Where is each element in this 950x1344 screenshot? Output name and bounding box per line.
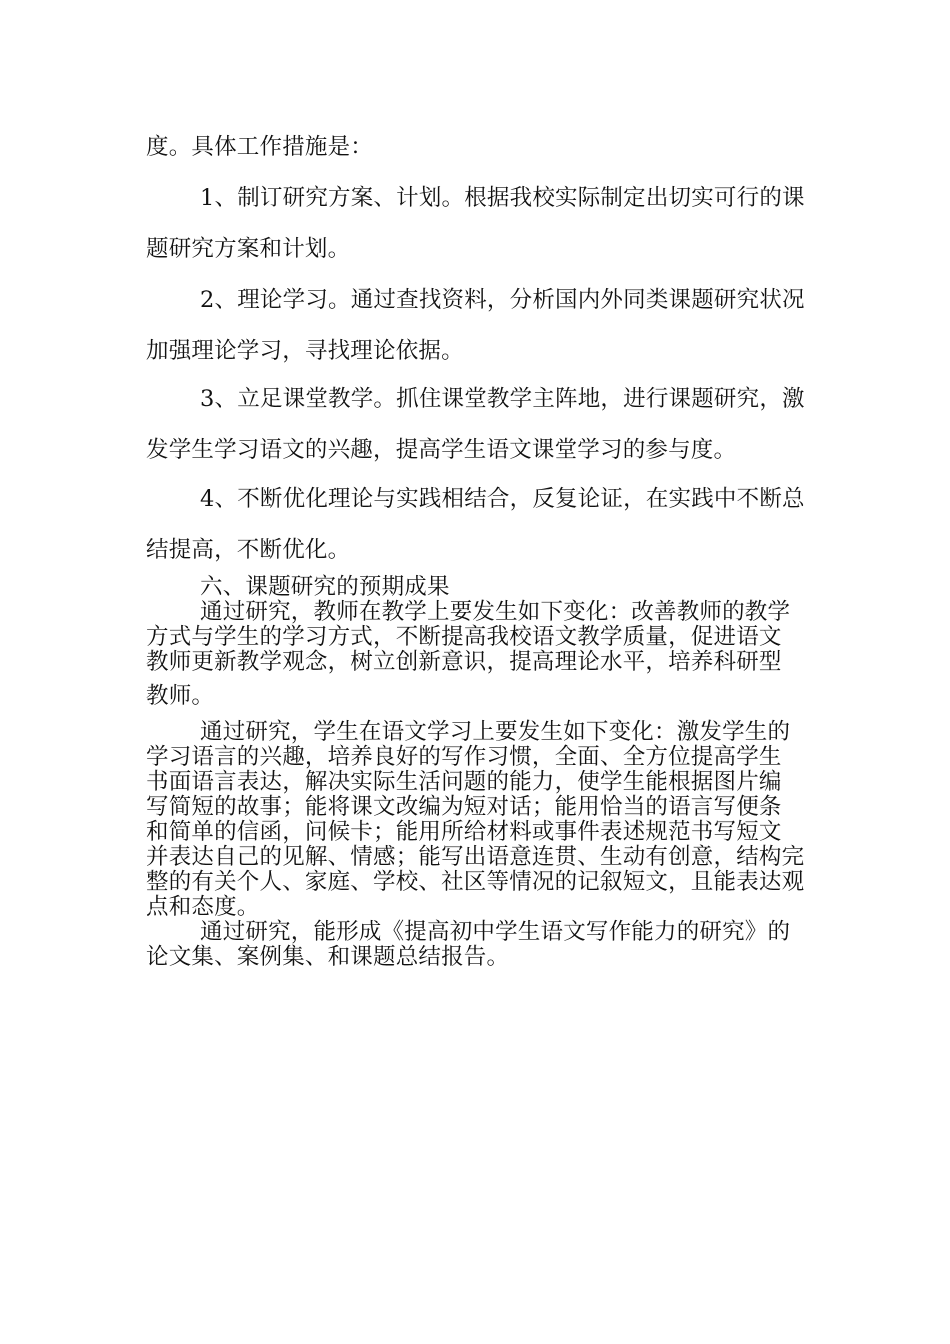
student-line-8: 点和态度。 bbox=[146, 894, 260, 920]
student-line-7: 整的有关个人、家庭、学校、社区等情况的记叙短文，且能表达观 bbox=[146, 869, 805, 895]
intro-paragraph bbox=[146, 122, 810, 173]
measure-2-line-1: 2、理论学习。通过查找资料，分析国内外同类课题研究状况 bbox=[200, 287, 805, 313]
teacher-line-3: 教师更新教学观念，树立创新意识，提高理论水平，培养科研型 bbox=[146, 649, 782, 675]
measure-1-line-2: 题研究方案和计划。 bbox=[146, 236, 351, 262]
measure-4-line-2: 结提高，不断优化。 bbox=[146, 537, 351, 563]
student-line-1: 通过研究，学生在语文学习上要发生如下变化：激发学生的 bbox=[200, 719, 791, 745]
result-line-2: 论文集、案例集、和课题总结报告。 bbox=[146, 944, 510, 970]
measure-item-1 bbox=[146, 173, 810, 275]
measure-4-line-1: 4、不断优化理论与实践相结合，反复论证，在实践中不断总 bbox=[200, 486, 805, 512]
teacher-line-1: 通过研究，教师在教学上要发生如下变化：改善教师的教学 bbox=[200, 599, 791, 625]
student-paragraph bbox=[146, 720, 810, 920]
measure-1-line-1: 1、制订研究方案、计划。根据我校实际制定出切实可行的课 bbox=[200, 185, 805, 211]
student-line-2: 学习语言的兴趣，培养良好的写作习惯，全面、全方位提高学生 bbox=[146, 744, 782, 770]
result-paragraph bbox=[146, 920, 810, 970]
teacher-line-4: 教师。 bbox=[146, 683, 215, 709]
teacher-paragraph bbox=[146, 600, 810, 675]
measure-2-line-2: 加强理论学习，寻找理论依据。 bbox=[146, 338, 464, 364]
intro-line: 度。具体工作措施是： bbox=[146, 134, 374, 160]
teacher-paragraph-tail bbox=[146, 676, 810, 716]
student-line-4: 写简短的故事；能将课文改编为短对话；能用恰当的语言写便条 bbox=[146, 794, 782, 820]
result-line-1: 通过研究，能形成《提高初中学生语文写作能力的研究》的 bbox=[200, 919, 791, 945]
student-line-6: 并表达自己的见解、情感；能写出语意连贯、生动有创意，结构完 bbox=[146, 844, 805, 870]
student-line-3: 书面语言表达，解决实际生活问题的能力，使学生能根据图片编 bbox=[146, 769, 782, 795]
measure-item-4 bbox=[146, 474, 810, 576]
student-line-5: 和简单的信函，问候卡；能用所给材料或事件表述规范书写短文 bbox=[146, 819, 782, 845]
measure-3-line-1: 3、立足课堂教学。抓住课堂教学主阵地，进行课题研究，激 bbox=[200, 386, 805, 412]
measure-item-2 bbox=[146, 275, 810, 377]
measure-item-3 bbox=[146, 374, 810, 476]
section-heading bbox=[146, 575, 810, 600]
section-heading-text: 六、课题研究的预期成果 bbox=[200, 574, 450, 600]
measure-3-line-2: 发学生学习语文的兴趣，提高学生语文课堂学习的参与度。 bbox=[146, 437, 737, 463]
teacher-line-2: 方式与学生的学习方式，不断提高我校语文教学质量，促进语文 bbox=[146, 624, 782, 650]
